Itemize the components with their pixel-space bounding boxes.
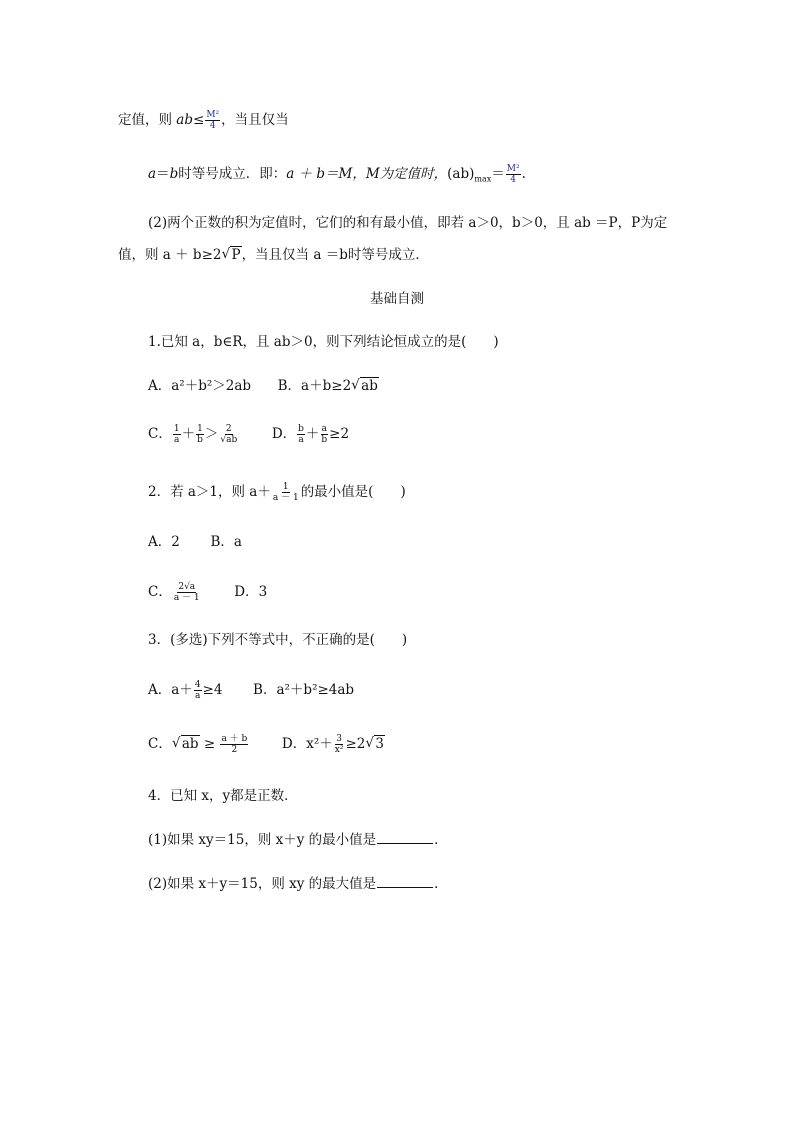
question-2-options-ab xyxy=(148,532,242,552)
sqrt: √ P xyxy=(221,245,241,265)
answer-blank[interactable] xyxy=(377,875,433,888)
q3-option-c: C．√ ab ≥ $\frac{a + b}{2}$ xyxy=(148,736,249,752)
q2-option-d: D．3 xyxy=(234,584,268,600)
para2-line-1: (2)两个正数的积为定值时，它们的和有最小值，即若 a＞0，b＞0，且 ab ＝P，P为定 xyxy=(148,215,668,231)
q3-option-a: A．a＋ $\frac{4}{a}$ ≥4 xyxy=(148,680,223,701)
question-1-options-ab xyxy=(148,376,379,396)
para2-line-2: 值，则 a ＋ b≥2√ P，当且仅当 a ＝b时等号成立． xyxy=(118,245,429,265)
question-2-stem: 2．若 a＞1，则 a＋ $\frac{1}{a - 1}$ 的最小值是( ) xyxy=(148,482,406,503)
fraction: $\frac{\text{M²}}{4}$ xyxy=(506,164,520,185)
question-1-options-cd xyxy=(148,424,349,445)
q1-option-b: B．a＋b≥2√ ab xyxy=(278,378,379,394)
q3-option-b: B．a²＋b²≥4ab xyxy=(253,682,355,698)
question-3-stem: 3．(多选)下列不等式中，不正确的是( ) xyxy=(148,632,408,648)
q1-option-c: C． $\frac{1}{a}$ ＋ $\frac{1}{b}$ ＞ $\frac{2}{√ab}$ xyxy=(148,424,238,445)
answer-blank[interactable] xyxy=(377,831,433,844)
intro-line-2: a＝b时等号成立．即：a ＋ b＝M，M为定值时，$(ab)_{max}=$ $\frac{\text{M²}}{4}$ . xyxy=(148,164,526,185)
question-4-sub-1: (1)如果 xy＝15，则 x＋y 的最小值是 ． xyxy=(148,832,448,848)
fraction: $\frac{\text{M²}}{4}$ xyxy=(206,110,220,131)
q2-option-c: C． $\frac{2√a}{a - 1}$ xyxy=(148,582,200,603)
question-1-stem: 1.已知 a，b∈R，且 ab＞0，则下列结论恒成立的是( ) xyxy=(148,334,499,350)
q2-option-a: A．2 xyxy=(148,534,180,550)
q1-option-a: A．a²＋b²＞2ab xyxy=(148,378,252,394)
question-4-stem: 4．已知 x，y都是正数． xyxy=(148,788,298,804)
question-4-sub-2: (2)如果 x＋y＝15，则 xy 的最大值是 ． xyxy=(148,876,448,892)
q1-option-d: D． $\frac{b}{a}$ ＋ $\frac{a}{b}$ ≥2 xyxy=(271,424,350,445)
intro-line-1: 定值，则 ab≤ $\frac{\text{M²}}{4}$ ，当且仅当 xyxy=(118,110,289,131)
q3-option-d: D．x²＋ $\frac{3}{\text{x²}}$ ≥2√ 3 xyxy=(282,736,385,752)
q2-option-b: B．a xyxy=(210,534,242,550)
question-3-options-cd xyxy=(148,734,385,755)
section-title: 基础自测 xyxy=(370,291,424,307)
question-3-options-ab xyxy=(148,680,354,701)
question-2-options-cd xyxy=(148,582,267,603)
